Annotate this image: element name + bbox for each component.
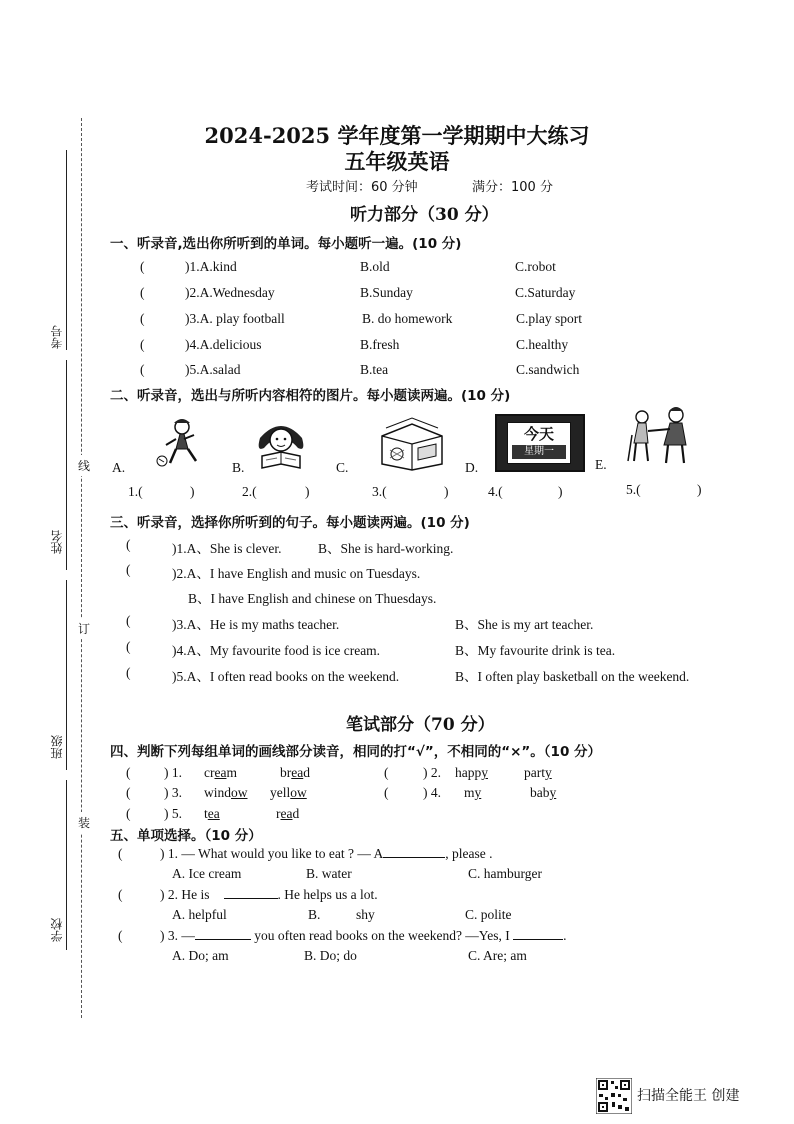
- option-a: A. Do; am: [172, 948, 229, 963]
- word-read: read: [276, 806, 300, 821]
- option-c: C. Are; am: [468, 948, 527, 963]
- list-item-c: C.Saturday: [515, 285, 576, 300]
- question-tail: .: [563, 928, 567, 943]
- list-item-c: C.sandwich: [516, 362, 580, 377]
- bracket-open[interactable]: (: [126, 785, 131, 800]
- bracket-open[interactable]: (: [126, 806, 131, 821]
- list-item-c: C.healthy: [516, 337, 569, 352]
- school-label: 学校: [50, 918, 64, 942]
- list-item-c: C.robot: [515, 259, 556, 274]
- bracket-open[interactable]: (: [140, 259, 145, 274]
- answer-bracket-close: ): [558, 484, 563, 499]
- option-b: B. water: [306, 866, 352, 881]
- bracket-open[interactable]: (: [118, 887, 123, 902]
- question-text: ) 2. He is: [160, 887, 210, 902]
- answer-bracket-close: ): [697, 482, 702, 497]
- list-item-b: B.fresh: [360, 337, 400, 352]
- question-1: [160, 846, 492, 862]
- question-tail: . He helps us a lot.: [277, 887, 378, 902]
- sentence-b: B、My favourite drink is tea.: [455, 643, 616, 658]
- sentence-a: )4.A、My favourite food is ice cream.: [172, 643, 381, 658]
- exam-score: 满分：100 分: [472, 180, 553, 195]
- helping-elderly-picture: [624, 405, 704, 467]
- option-a: A. helpful: [172, 907, 227, 922]
- boy-football-picture: [150, 415, 210, 470]
- list-item-b: B.old: [360, 259, 390, 274]
- question-mid: you often read books on the weekend? —Yes, I: [254, 928, 510, 943]
- name-label: 姓名: [50, 530, 64, 554]
- list-item-a: )1.A.kind: [185, 259, 237, 274]
- part2-title: 二、听录音，选出与所听内容相符的图片。每小题读两遍。(10 分): [110, 388, 511, 404]
- sentence-a: )5.A、I often read books on the weekend.: [172, 669, 400, 684]
- bracket-open[interactable]: (: [126, 665, 131, 680]
- bracket-open[interactable]: (: [118, 928, 123, 943]
- word-yellow: yellow: [270, 785, 307, 800]
- exam-time: 考试时间：60 分钟: [306, 180, 418, 195]
- list-item-a: )3.A. play football: [185, 311, 285, 326]
- bracket-open[interactable]: (: [126, 765, 131, 780]
- sentence-b: B、I have English and chinese on Thuesdays.: [188, 591, 437, 606]
- answer-blank[interactable]: [383, 857, 445, 858]
- list-item-a: )2.A.Wednesday: [185, 285, 275, 300]
- bracket-open[interactable]: (: [126, 562, 131, 577]
- option-c: C. hamburger: [468, 866, 542, 881]
- bind-char-line: 线: [78, 455, 90, 476]
- calendar-picture: [495, 414, 585, 472]
- binding-dash-line: [81, 118, 82, 1018]
- option-b: B. Do; do: [304, 948, 357, 963]
- qr-code-icon: [596, 1078, 632, 1114]
- word-bread: bread: [280, 765, 310, 780]
- word-baby: baby: [530, 785, 557, 800]
- answer-bracket-open[interactable]: 2.(: [242, 484, 257, 499]
- option-b-letter: B.: [308, 907, 321, 922]
- bind-char-order: 订: [78, 618, 90, 639]
- picture-label: E.: [595, 457, 607, 472]
- picture-label: A.: [112, 460, 126, 475]
- listening-heading: 听力部分（30 分）: [350, 205, 499, 225]
- exam-no-label: 考号: [50, 325, 64, 349]
- answer-blank[interactable]: [195, 939, 251, 940]
- option-a: A. Ice cream: [172, 866, 242, 881]
- exam-title: 2024-2025 学年度第一学期期中大练习: [204, 123, 590, 148]
- part1-title: 一、听录音,选出你所听到的单词。每小题听一遍。(10 分): [110, 236, 462, 252]
- question-2: [160, 887, 378, 903]
- list-item-b: B.tea: [360, 362, 389, 377]
- picture-label: D.: [465, 460, 479, 475]
- word-pair-number: ) 3.: [164, 785, 182, 800]
- name-line: [66, 360, 67, 570]
- list-item-b: B.Sunday: [360, 285, 413, 300]
- question-text: ) 3. —: [160, 928, 195, 943]
- question-3: [160, 928, 566, 944]
- exam-subtitle: 五年级英语: [344, 149, 450, 174]
- answer-bracket-close: ): [190, 484, 195, 499]
- bracket-open[interactable]: (: [140, 285, 145, 300]
- answer-bracket-close: ): [305, 484, 310, 499]
- answer-blank[interactable]: [224, 898, 278, 899]
- bracket-open[interactable]: (: [384, 765, 389, 780]
- word-window: window: [204, 785, 248, 800]
- answer-bracket-open[interactable]: 1.(: [128, 484, 143, 499]
- bracket-open[interactable]: (: [126, 537, 131, 552]
- word-happy: happy: [455, 765, 488, 780]
- word-pair-number: ) 1.: [164, 765, 182, 780]
- sentence-b: B、She is my art teacher.: [455, 617, 594, 632]
- answer-bracket-open[interactable]: 4.(: [488, 484, 503, 499]
- picture-label: B.: [232, 460, 245, 475]
- bracket-open[interactable]: (: [384, 785, 389, 800]
- writing-heading: 笔试部分（70 分）: [346, 715, 495, 735]
- answer-bracket-open[interactable]: 5.(: [626, 482, 641, 497]
- class-line: [66, 580, 67, 770]
- picture-label: C.: [336, 460, 349, 475]
- bind-char-pack: 装: [78, 812, 90, 833]
- list-item-a: )4.A.delicious: [185, 337, 262, 352]
- calendar-today: 今天: [523, 425, 554, 443]
- milk-carton-picture: [372, 414, 452, 472]
- word-pair-number: ) 2.: [423, 765, 441, 780]
- sentence-a: )1.A、She is clever.: [172, 541, 282, 556]
- word-tea: tea: [204, 806, 220, 821]
- part5-title: 五、单项选择。（10 分）: [110, 828, 262, 844]
- scanner-watermark: 扫描全能王 创建: [637, 1088, 740, 1104]
- bracket-open[interactable]: (: [126, 639, 131, 654]
- option-c: C. polite: [465, 907, 512, 922]
- list-item-a: )5.A.salad: [185, 362, 241, 377]
- question-text: ) 1. — What would you like to eat ? — A: [160, 846, 384, 861]
- bracket-open[interactable]: (: [118, 846, 123, 861]
- calendar-weekday: 星期一: [512, 445, 566, 459]
- word-my: my: [464, 785, 482, 800]
- question-tail: , please .: [445, 846, 493, 861]
- bracket-open[interactable]: (: [140, 337, 145, 352]
- bracket-open[interactable]: (: [140, 362, 145, 377]
- list-item-c: C.play sport: [516, 311, 582, 326]
- word-cream: cream: [204, 765, 237, 780]
- word-pair-number: ) 5.: [164, 806, 182, 821]
- exam-no-line: [66, 150, 67, 350]
- bracket-open[interactable]: (: [126, 613, 131, 628]
- list-item-b: B. do homework: [362, 311, 453, 326]
- part3-title: 三、听录音，选择你所听到的句子。每小题读两遍。(10 分): [110, 515, 470, 531]
- class-label: 班级: [50, 735, 64, 759]
- answer-bracket-close: ): [444, 484, 449, 499]
- word-pair-number: ) 4.: [423, 785, 441, 800]
- answer-bracket-open[interactable]: 3.(: [372, 484, 387, 499]
- sentence-a: )2.A、I have English and music on Tuesdays.: [172, 566, 421, 581]
- sentence-b: B、She is hard-working.: [318, 541, 454, 556]
- school-line: [66, 780, 67, 950]
- part4-title: 四、判断下列每组单词的画线部分读音，相同的打“√”，不相同的“×”。（10 分）: [110, 744, 602, 760]
- bracket-open[interactable]: (: [140, 311, 145, 326]
- calendar-card: [507, 422, 571, 464]
- sentence-a: )3.A、He is my maths teacher.: [172, 617, 340, 632]
- girl-reading-picture: [246, 418, 316, 473]
- option-b-word: shy: [356, 907, 375, 922]
- sentence-b: B、I often play basketball on the weekend.: [455, 669, 690, 684]
- answer-blank[interactable]: [513, 939, 563, 940]
- word-party: party: [524, 765, 552, 780]
